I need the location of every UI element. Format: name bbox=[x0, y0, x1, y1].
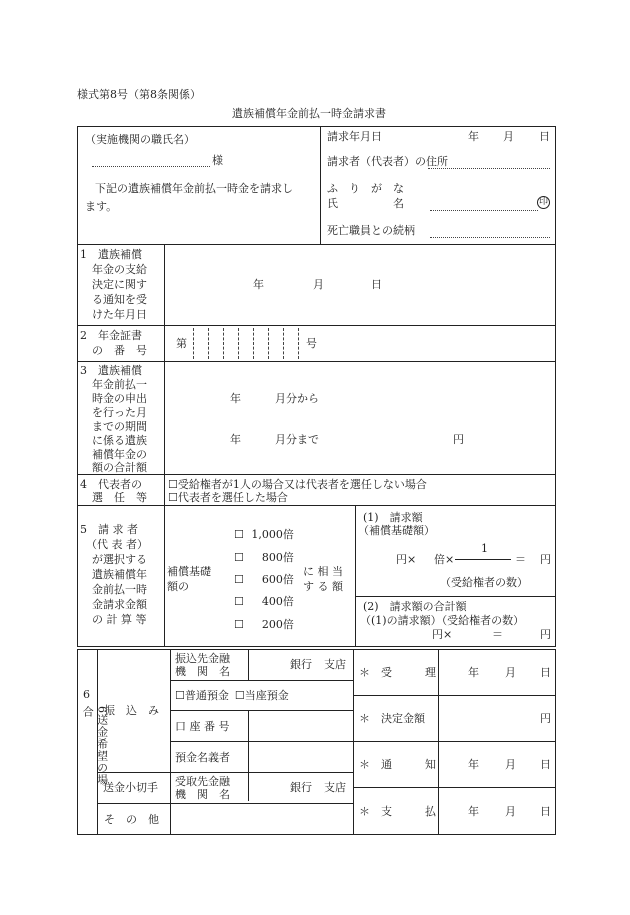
shiharai-year-unit: 年 bbox=[468, 805, 479, 818]
row3-to-month: 月分まで bbox=[275, 433, 319, 446]
remittance-table bbox=[77, 649, 556, 835]
checkbox-icon[interactable]: ☐ bbox=[234, 573, 244, 586]
request-text-line1: 下記の遺族補償年金前払一時金を請求し bbox=[95, 182, 293, 195]
shiharai-day-unit: 日 bbox=[540, 805, 551, 818]
office-juri: ＊ 受 理 bbox=[359, 666, 436, 679]
recv-bank-unit: 銀行 bbox=[290, 781, 312, 794]
request-date-label: 請求年月日 bbox=[327, 130, 382, 143]
checkbox-icon[interactable]: ☐ bbox=[234, 595, 244, 608]
kogitte-label: 送金小切手 bbox=[103, 781, 158, 794]
calc1-sub: （補償基礎額） bbox=[358, 524, 435, 537]
sama-label: 様 bbox=[212, 154, 223, 167]
calc1-yen1: 円× bbox=[396, 553, 417, 566]
row1-label-3: 決定に関す bbox=[92, 278, 147, 291]
relation-field[interactable] bbox=[430, 237, 550, 238]
multiplier-text: 400倍 bbox=[261, 595, 294, 608]
row1-label-1: 1 遺族補償 bbox=[80, 248, 142, 261]
juri-month-unit: 月 bbox=[505, 666, 516, 679]
calc1-numerator: 1 bbox=[481, 542, 488, 555]
calc1-denominator: （受給権者の数） bbox=[440, 576, 528, 589]
row3-label-8: 額の合計額 bbox=[92, 461, 147, 474]
row6-number: 6 bbox=[83, 688, 90, 701]
shiharai-month-unit: 月 bbox=[505, 805, 516, 818]
multiplier-200[interactable] bbox=[234, 618, 294, 632]
recv-bank-label-2: 機 関 名 bbox=[175, 788, 230, 801]
juri-day-unit: 日 bbox=[540, 666, 551, 679]
calc1-yen2: 円 bbox=[540, 553, 551, 566]
account-holder-label: 預金名義者 bbox=[175, 751, 230, 764]
row1-day-unit: 日 bbox=[371, 278, 382, 291]
request-text-line2: ます。 bbox=[85, 200, 118, 213]
cert-dai: 第 bbox=[176, 337, 187, 350]
multiplier-text: 600倍 bbox=[261, 573, 294, 586]
row5-label-6: 金請求金額 bbox=[92, 598, 147, 611]
checkbox-icon[interactable]: ☐ bbox=[168, 478, 178, 491]
recv-bank-label-1: 受取先金融 bbox=[175, 775, 230, 788]
checkbox-icon[interactable]: ☐ bbox=[234, 528, 244, 541]
equiv-label-2: す る 額 bbox=[303, 580, 343, 593]
row6-label: 6送金希望の場合 bbox=[81, 706, 109, 786]
row4-label-1: 4 代表者の bbox=[80, 478, 142, 491]
multiplier-600[interactable] bbox=[234, 573, 294, 587]
row3-label-4: を行った月 bbox=[92, 406, 147, 419]
multiplier-text: 1,000倍 bbox=[251, 528, 294, 541]
bank-label-2: 機 関 名 bbox=[175, 665, 230, 678]
account-number-label: 口 座 番 号 bbox=[175, 720, 230, 733]
calc2-sub: （(1)の請求額）（受給権者の数） bbox=[360, 614, 525, 627]
bank-label-1: 振込先金融 bbox=[175, 652, 230, 665]
deposit-current: 当座預金 bbox=[244, 689, 289, 702]
address-label: 請求者（代表者）の住所 bbox=[327, 155, 448, 168]
multiplier-800[interactable] bbox=[234, 551, 294, 565]
row5-label-1: 5 請 求 者 bbox=[80, 523, 138, 536]
multiplier-text: 200倍 bbox=[261, 618, 294, 631]
calc1-bai: 倍× bbox=[434, 553, 455, 566]
calc1-eq: ＝ bbox=[515, 553, 526, 566]
office-tsuchi: ＊ 通 知 bbox=[359, 758, 436, 771]
row3-label-5: までの期間 bbox=[92, 420, 147, 433]
row1-year-unit: 年 bbox=[253, 278, 264, 291]
checkbox-icon[interactable]: ☐ bbox=[175, 689, 185, 702]
checkbox-icon[interactable]: ☐ bbox=[234, 618, 244, 631]
request-day-unit: 日 bbox=[539, 130, 550, 143]
juri-year-unit: 年 bbox=[468, 666, 479, 679]
calc2-yen1: 円× bbox=[432, 628, 453, 641]
row5-label-7: の 計 算 等 bbox=[92, 613, 147, 626]
row3-from-year: 年 bbox=[230, 392, 241, 405]
cert-go: 号 bbox=[306, 337, 317, 350]
checkbox-icon[interactable]: ☐ bbox=[234, 551, 244, 564]
form-number: 様式第8号（第8条関係） bbox=[77, 88, 201, 101]
office-shiharai: ＊ 支 払 bbox=[359, 805, 436, 818]
row2-label-2: の 番 号 bbox=[92, 344, 147, 357]
tsuchi-month-unit: 月 bbox=[505, 758, 516, 771]
recv-branch-unit: 支店 bbox=[324, 781, 346, 794]
tsuchi-day-unit: 日 bbox=[540, 758, 551, 771]
deposit-type-options[interactable] bbox=[175, 689, 289, 703]
other-label: そ の 他 bbox=[104, 813, 159, 826]
calc1-title: (1) 請求額 bbox=[363, 511, 423, 524]
seal-mark: 印 bbox=[538, 197, 548, 207]
name-field[interactable] bbox=[430, 210, 538, 211]
calc2-title: (2) 請求額の合計額 bbox=[363, 600, 467, 613]
row5-label-4: 遺族補償年 bbox=[92, 568, 147, 581]
equiv-label-1: に 相 当 bbox=[303, 565, 343, 578]
row1-month-unit: 月 bbox=[313, 278, 324, 291]
name-label: 氏 名 bbox=[327, 197, 404, 210]
row3-label-2: 年金前払一 bbox=[92, 378, 147, 391]
option-2-text: 代表者を選任した場合 bbox=[177, 491, 288, 504]
row1-label-4: る通知を受 bbox=[92, 293, 147, 306]
row3-label-3: 時金の申出 bbox=[92, 392, 147, 405]
row3-label-7: 補償年金の bbox=[92, 448, 147, 461]
row3-to-year: 年 bbox=[230, 433, 241, 446]
tsuchi-year-unit: 年 bbox=[468, 758, 479, 771]
multiplier-400[interactable] bbox=[234, 595, 294, 609]
representative-option-2[interactable] bbox=[168, 491, 288, 505]
row3-label-6: に係る遺族 bbox=[92, 434, 147, 447]
furigana-label: ふ り が な bbox=[327, 182, 404, 195]
calc2-yen2: 円 bbox=[540, 628, 551, 641]
deposit-ordinary: 普通預金 bbox=[184, 689, 229, 702]
multiplier-text: 800倍 bbox=[261, 551, 294, 564]
base-label-2: 額の bbox=[167, 580, 189, 593]
branch-unit: 支店 bbox=[324, 658, 346, 671]
option-1-text: 受給権者が1人の場合又は代表者を選任しない場合 bbox=[177, 478, 427, 491]
request-year-unit: 年 bbox=[468, 130, 479, 143]
checkbox-icon[interactable]: ☐ bbox=[168, 491, 178, 504]
form-title: 遺族補償年金前払一時金請求書 bbox=[232, 107, 386, 120]
checkbox-icon[interactable]: ☐ bbox=[234, 689, 245, 702]
institution-label: （実施機関の職氏名） bbox=[85, 133, 195, 146]
row5-label-3: が選択する bbox=[92, 553, 147, 566]
kettei-yen-unit: 円 bbox=[540, 712, 551, 725]
office-kettei: ＊ 決定金額 bbox=[359, 712, 425, 725]
row1-label-2: 年金の支給 bbox=[92, 263, 147, 276]
row1-label-5: けた年月日 bbox=[92, 308, 147, 321]
calc2-eq: ＝ bbox=[492, 628, 503, 641]
representative-option-1[interactable] bbox=[168, 478, 427, 492]
address-field[interactable] bbox=[428, 168, 550, 169]
request-month-unit: 月 bbox=[503, 130, 514, 143]
row3-from-month: 月分から bbox=[275, 392, 319, 405]
row5-label-2: （代 表 者） bbox=[86, 538, 148, 551]
multiplier-1000[interactable] bbox=[234, 528, 294, 542]
row5-label-5: 金前払一時 bbox=[92, 583, 147, 596]
institution-name-field[interactable] bbox=[92, 166, 210, 167]
fraction-bar bbox=[455, 559, 511, 560]
bank-unit: 銀行 bbox=[290, 658, 312, 671]
base-label-1: 補償基礎 bbox=[167, 565, 211, 578]
row4-label-2: 選 任 等 bbox=[92, 491, 147, 504]
row3-label-1: 3 遺族補償 bbox=[80, 364, 142, 377]
relation-label: 死亡職員との続柄 bbox=[327, 224, 415, 237]
row2-label-1: 2 年金証書 bbox=[80, 329, 142, 342]
furikomi-label: 振 込 み bbox=[104, 704, 159, 717]
row3-yen: 円 bbox=[453, 433, 464, 446]
